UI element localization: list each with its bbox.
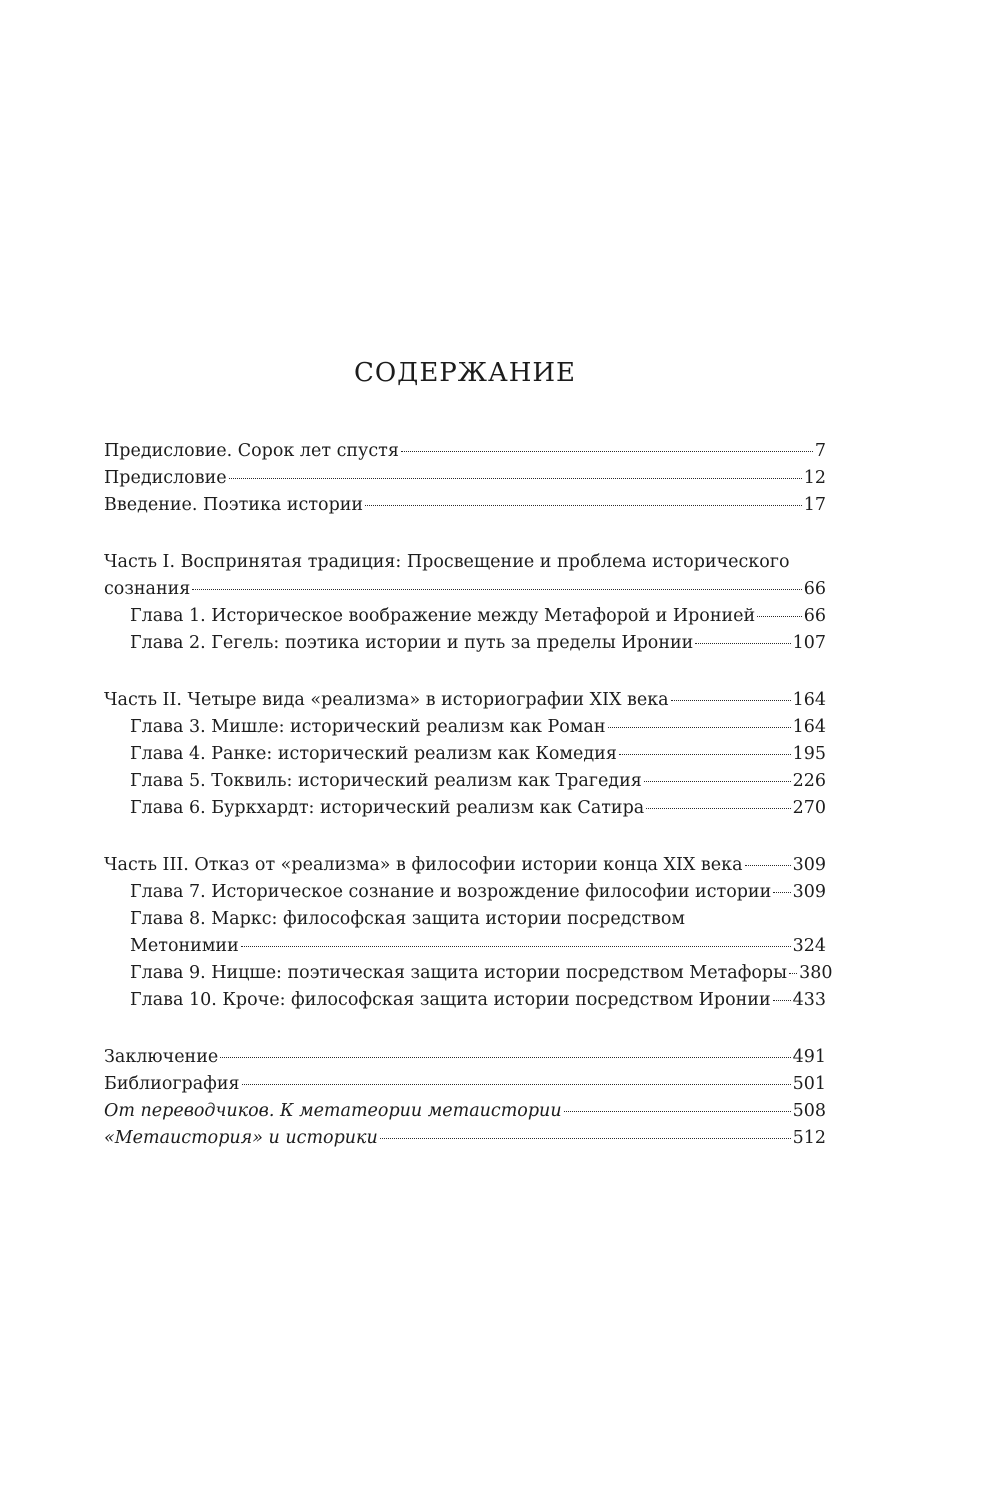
toc-entry-text: Глава 1. Историческое воображение между Метафорой и Иронией xyxy=(130,606,756,626)
toc-page-number: 380 xyxy=(799,963,833,983)
toc-entry-text: Глава 7. Историческое сознание и возрождение философии истории xyxy=(130,882,772,902)
dot-leader xyxy=(695,643,790,644)
toc-entry-conclusion[interactable] xyxy=(104,1044,826,1071)
dot-leader xyxy=(229,478,802,479)
dot-leader xyxy=(745,865,791,866)
dot-leader xyxy=(564,1111,791,1112)
toc-entry-text: Глава 2. Гегель: поэтика истории и путь за пределы Иронии xyxy=(130,633,694,653)
table-of-contents xyxy=(104,438,833,1152)
toc-entry-text: Глава 5. Токвиль: исторический реализм как Трагедия xyxy=(130,771,642,791)
toc-page-number: 17 xyxy=(803,495,826,515)
toc-page-number: 270 xyxy=(792,798,826,818)
section-gap xyxy=(104,519,826,549)
toc-entry-chapter-7[interactable] xyxy=(104,879,826,906)
toc-entry-chapter-8[interactable] xyxy=(104,933,826,960)
toc-page-number: 12 xyxy=(803,468,826,488)
toc-entry-chapter-6[interactable] xyxy=(104,795,826,822)
toc-page-number: 226 xyxy=(792,771,826,791)
toc-entry-chapter-1[interactable] xyxy=(104,603,826,630)
dot-leader xyxy=(401,451,813,452)
dot-leader xyxy=(646,808,790,809)
dot-leader xyxy=(192,589,801,590)
toc-page-number: 107 xyxy=(792,633,826,653)
toc-page-number: 309 xyxy=(792,882,826,902)
page-title: СОДЕРЖАНИЕ xyxy=(353,358,577,388)
toc-entry-text: Глава 10. Кроче: философская защита истории посредством Иронии xyxy=(130,990,771,1010)
toc-page-number: 66 xyxy=(803,579,826,599)
dot-leader xyxy=(608,727,791,728)
toc-entry-part-2[interactable] xyxy=(104,687,826,714)
toc-entry-chapter-9[interactable] xyxy=(104,960,833,987)
dot-leader xyxy=(773,1000,791,1001)
toc-entry-chapter-2[interactable] xyxy=(104,630,826,657)
toc-page-number: 501 xyxy=(792,1074,826,1094)
toc-entry-text: «Метаистория» и историки xyxy=(104,1128,378,1148)
toc-entry-chapter-10[interactable] xyxy=(104,987,826,1014)
toc-entry-chapter-4[interactable] xyxy=(104,741,826,768)
section-gap xyxy=(104,1014,826,1044)
toc-page-number: 7 xyxy=(814,441,826,461)
toc-page-number: 512 xyxy=(792,1128,826,1148)
toc-entry-text: От переводчиков. К метатеории метаистории xyxy=(104,1101,562,1121)
toc-entry-part-3[interactable] xyxy=(104,852,826,879)
dot-leader xyxy=(644,781,791,782)
toc-entry-preface-forty-years[interactable] xyxy=(104,438,826,465)
dot-leader xyxy=(619,754,791,755)
toc-part-1-title-line[interactable]: Часть I. Воспринятая традиция: Просвещение и проблема исторического xyxy=(104,552,790,572)
toc-page-number: 309 xyxy=(792,855,826,875)
toc-entry-text: сознания xyxy=(104,579,191,599)
dot-leader xyxy=(220,1057,790,1058)
toc-entry-part-1[interactable] xyxy=(104,576,826,603)
toc-page-number: 324 xyxy=(792,936,826,956)
toc-entry-text: Глава 3. Мишле: исторический реализм как Роман xyxy=(130,717,606,737)
dot-leader xyxy=(757,616,802,617)
toc-page-number: 491 xyxy=(792,1047,826,1067)
dot-leader xyxy=(789,973,797,974)
toc-entry-preface[interactable] xyxy=(104,465,826,492)
toc-entry-text: Введение. Поэтика истории xyxy=(104,495,364,515)
toc-chapter-8-title-line[interactable]: Глава 8. Маркс: философская защита истории посредством xyxy=(130,909,686,929)
toc-entry-text: Библиография xyxy=(104,1074,240,1094)
toc-entry-text: Метонимии xyxy=(130,936,239,956)
toc-entry-translators-note[interactable] xyxy=(104,1098,826,1125)
toc-page-number: 195 xyxy=(792,744,826,764)
section-gap xyxy=(104,822,826,852)
toc-entry-text: Глава 4. Ранке: исторический реализм как Комедия xyxy=(130,744,617,764)
toc-page-number: 66 xyxy=(803,606,826,626)
dot-leader xyxy=(242,1084,791,1085)
toc-entry-chapter-3[interactable] xyxy=(104,714,826,741)
toc-entry-text: Глава 6. Буркхардт: исторический реализм как Сатира xyxy=(130,798,645,818)
dot-leader xyxy=(241,946,791,947)
dot-leader xyxy=(380,1138,791,1139)
toc-entry-introduction[interactable] xyxy=(104,492,826,519)
toc-entry-text: Предисловие. Сорок лет спустя xyxy=(104,441,399,461)
toc-entry-bibliography[interactable] xyxy=(104,1071,826,1098)
dot-leader xyxy=(773,892,790,893)
toc-entry-chapter-5[interactable] xyxy=(104,768,826,795)
toc-page-number: 164 xyxy=(792,690,826,710)
toc-page-number: 433 xyxy=(792,990,826,1010)
dot-leader xyxy=(671,700,791,701)
toc-entry-text: Часть III. Отказ от «реализма» в философии истории конца XIX века xyxy=(104,855,743,875)
toc-entry-text: Глава 9. Ницше: поэтическая защита истории посредством Метафоры xyxy=(130,963,788,983)
toc-entry-text: Предисловие xyxy=(104,468,227,488)
dot-leader xyxy=(365,505,802,506)
toc-entry-metahistory-and-historians[interactable] xyxy=(104,1125,826,1152)
toc-page-number: 508 xyxy=(792,1101,826,1121)
section-gap xyxy=(104,657,826,687)
toc-entry-text: Часть II. Четыре вида «реализма» в историографии XIX века xyxy=(104,690,669,710)
toc-page-number: 164 xyxy=(792,717,826,737)
toc-entry-text: Заключение xyxy=(104,1047,219,1067)
